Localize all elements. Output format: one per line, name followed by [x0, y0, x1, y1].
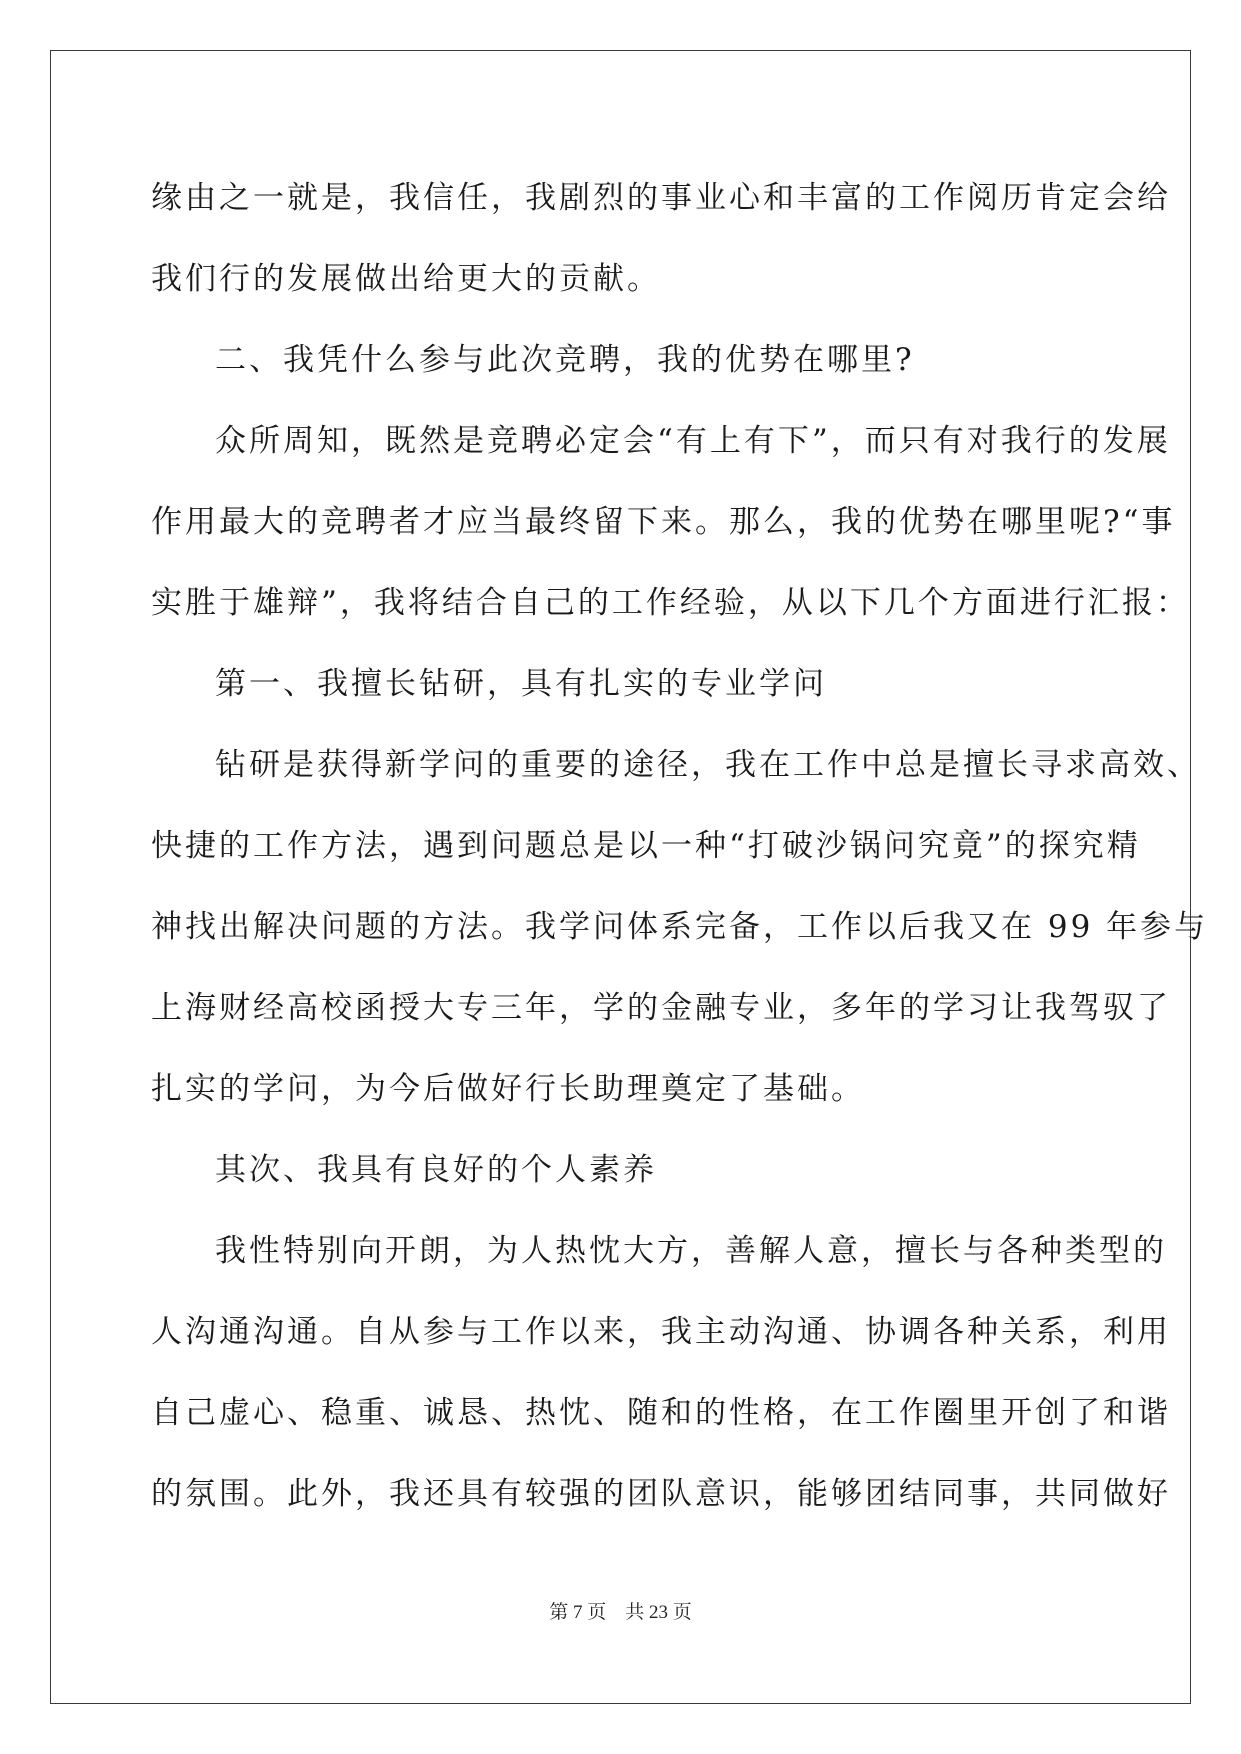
text-line: 扎实的学问，为今后做好行长助理奠定了基础。 [151, 1071, 865, 1107]
text-line: 作用最大的竞聘者才应当最终留下来。那么，我的优势在哪里呢?“事 [151, 504, 1176, 540]
text-line: 实胜于雄辩”，我将结合自己的工作经验，从以下几个方面进行汇报： [151, 585, 1190, 621]
section-heading: 其次、我具有良好的个人素养 [215, 1152, 657, 1188]
section-heading: 二、我凭什么参与此次竞聘，我的优势在哪里? [215, 342, 915, 378]
text-line: 快捷的工作方法，遇到问题总是以一种“打破沙锅问究竟”的探究精 [151, 828, 1141, 864]
text-line: 神找出解决问题的方法。我学问体系完备，工作以后我又在 99 年参与 [151, 909, 1209, 945]
text-line: 众所周知，既然是竞聘必定会“有上有下”，而只有对我行的发展 [215, 423, 1171, 459]
document-body [151, 158, 1209, 1535]
text-line: 上海财经高校函授大专三年，学的金融专业，多年的学习让我驾驭了 [151, 990, 1171, 1026]
text-line: 我们行的发展做出给更大的贡献。 [151, 261, 661, 297]
text-line: 自己虚心、稳重、诚恳、热忱、随和的性格，在工作圈里开创了和谐 [151, 1395, 1171, 1431]
page-number-footer: 第 7 页 共 23 页 [549, 1602, 692, 1623]
text-line: 缘由之一就是，我信任，我剧烈的事业心和丰富的工作阅历肯定会给 [151, 180, 1171, 216]
text-line: 钻研是获得新学问的重要的途径，我在工作中总是擅长寻求高效、 [215, 747, 1201, 783]
text-line: 的氛围。此外，我还具有较强的团队意识，能够团结同事，共同做好 [151, 1476, 1171, 1512]
text-line: 我性特别向开朗，为人热忱大方，善解人意，擅长与各种类型的 [215, 1233, 1167, 1269]
text-line: 人沟通沟通。自从参与工作以来，我主动沟通、协调各种关系，利用 [151, 1314, 1171, 1350]
section-heading: 第一、我擅长钻研，具有扎实的专业学问 [215, 666, 827, 702]
